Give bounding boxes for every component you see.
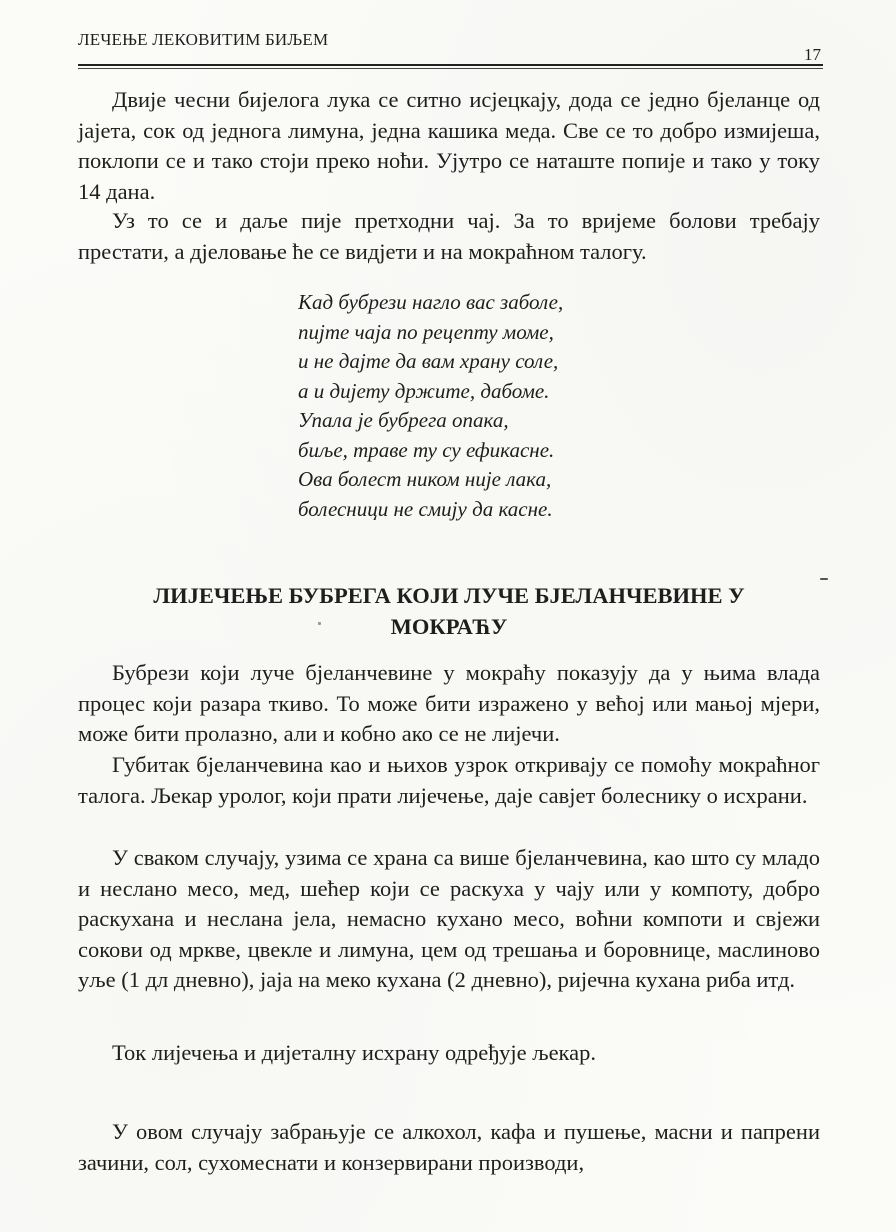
poem-line: болесници не смију да касне. xyxy=(298,496,553,521)
paragraph: Бубрези који луче бјеланчевине у мокраћу показују да у њима влада процес који разара ткиво. То може бити изражено у већој или мањој мјери, може бити пролазно, али и кобно ако се не лијечи. xyxy=(78,660,820,746)
paragraph: Губитак бјеланчевина као и њихов узрок откривају се помоћу мокраћног талога. Љекар уролог, који прати лијечење, даје савјет болеснику о исхрани. xyxy=(78,752,820,808)
section-heading xyxy=(78,580,820,642)
poem-line: Кад бубрези нагло вас заболе, xyxy=(298,290,564,314)
print-speck xyxy=(318,622,321,625)
paragraph: Уз то се и даље пије претходни чај. За то вријеме болови требају престати, а дјеловање ће се видјети и на мокраћном талогу. xyxy=(78,208,820,264)
paragraph: Ток лијечења и дијеталну исхрану одређује љекар. xyxy=(112,1040,597,1065)
paragraph: У овом случају забрањује се алкохол, кафа и пушење, масни и папрени зачини, сол, сухомеснати и конзервирани производи, xyxy=(78,1119,820,1175)
page-number: 17 xyxy=(804,45,821,64)
paragraph: Двије чесни бијелога лука се ситно исјецкају, дода се једно бјеланце од јајета, сок од једнога лимуна, једна кашика меда. Све се то добро измијеша, поклопи се и тако стоји преко ноћи. Ујутро се наташте попије и тако у току 14 дана. xyxy=(78,87,820,204)
header-rule-thick xyxy=(78,64,823,66)
running-header xyxy=(78,28,823,68)
poem-line: и не дајте да вам храну соле, xyxy=(298,349,559,373)
section-heading-line: ЛИЈЕЧЕЊЕ БУБРЕГА КОЈИ ЛУЧЕ БЈЕЛАНЧЕВИНЕ У xyxy=(153,583,745,608)
poem xyxy=(298,288,658,524)
header-rule-thin xyxy=(78,68,823,69)
poem-line: Упала је бубрега опака, xyxy=(298,408,509,432)
poem-line: а и дијету држите, дабоме. xyxy=(298,378,550,403)
paragraph: У сваком случају, узима се храна са више бјеланчевина, као што су младо и неслано месо, мед, шећер који се раскуха у чају или у компоту, добро раскухана и неслана јела, немасно кухано месо, воћни компоти и свјежи сокови од мркве, цвекле и лимуна, цем од трешања и боровнице, маслиново уље (1 дл дневно), јаја на меко кухана (2 дневно), ријечна кухана риба итд. xyxy=(78,845,820,992)
print-speck xyxy=(820,578,828,580)
poem-line: биље, траве ту су ефикасне. xyxy=(298,437,555,462)
running-title: ЛЕЧЕЊЕ ЛЕКОВИТИМ БИЉЕМ xyxy=(78,30,329,49)
section-heading-line: МОКРАЋУ xyxy=(390,614,508,639)
poem-line: Ова болест ником није лака, xyxy=(298,467,552,491)
poem-line: пијте чаја по рецепту моме, xyxy=(298,319,554,344)
